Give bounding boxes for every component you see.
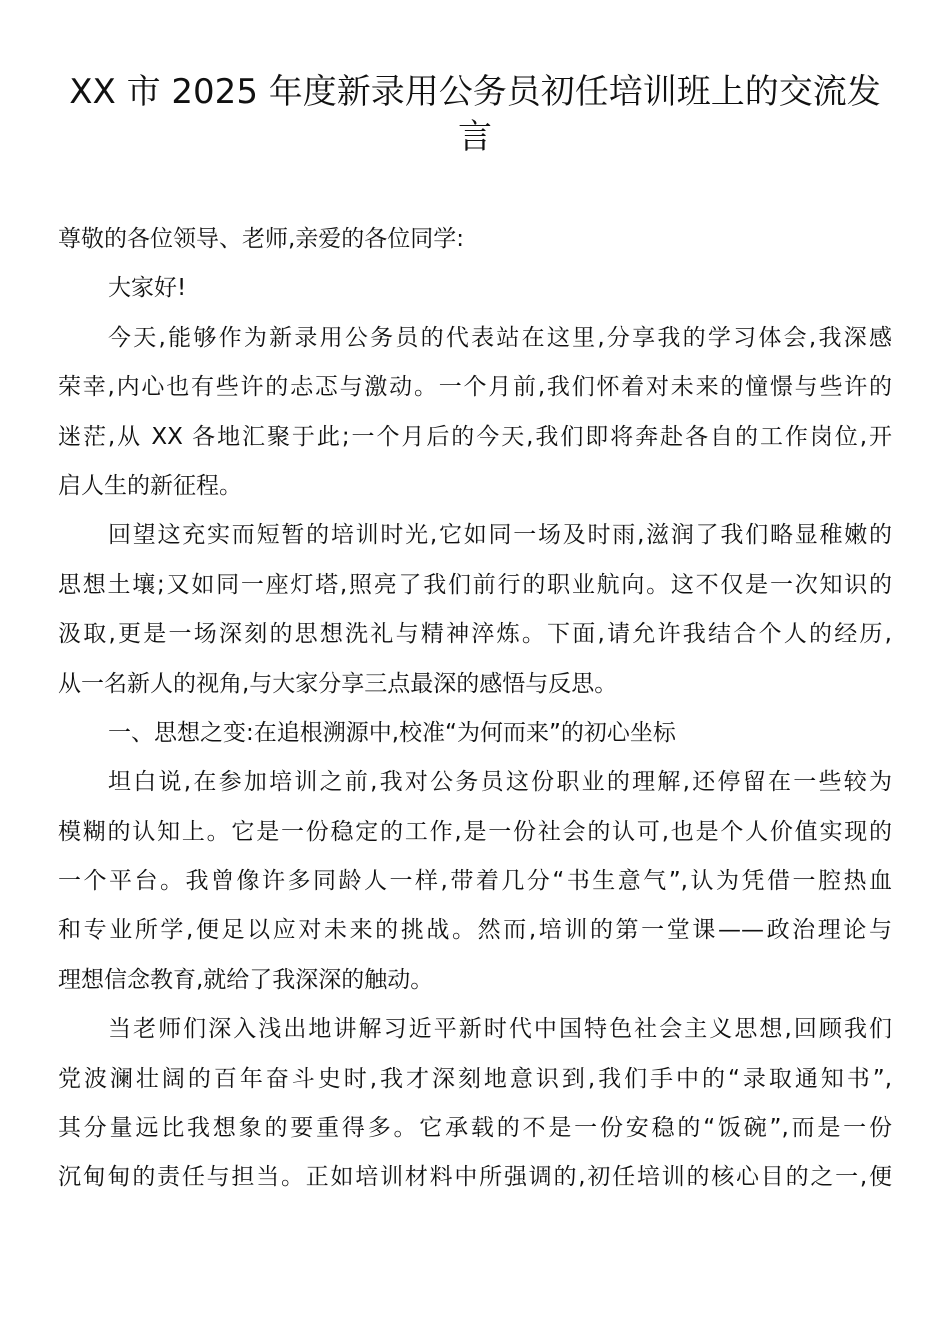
body-text-line: 和专业所学,便足以应对未来的挑战。然而,培训的第一堂课——政治理论与 — [58, 917, 892, 944]
body-text-line: 思想土壤;又如同一座灯塔,照亮了我们前行的职业航向。这不仅是一次知识的 — [58, 571, 892, 598]
body-text-line: 尊敬的各位领导、老师,亲爱的各位同学: — [58, 226, 465, 252]
body-text-line: 荣幸,内心也有些许的忐忑与激动。一个月前,我们怀着对未来的憧憬与些许的 — [58, 374, 892, 401]
body-text-line: 坦白说,在参加培训之前,我对公务员这份职业的理解,还停留在一些较为 — [108, 769, 892, 796]
body-text-line: 其分量远比我想象的要重得多。它承载的不是一份安稳的“饭碗”,而是一份 — [58, 1115, 892, 1142]
body-text-line: 当老师们深入浅出地讲解习近平新时代中国特色社会主义思想,回顾我们 — [108, 1016, 892, 1043]
body-text-line: 理想信念教育,就给了我深深的触动。 — [58, 966, 434, 993]
body-text-line: 模糊的认知上。它是一份稳定的工作,是一份社会的认可,也是个人价值实现的 — [58, 818, 892, 845]
body-text-line: 回望这充实而短暂的培训时光,它如同一场及时雨,滋润了我们略显稚嫩的 — [108, 522, 892, 549]
body-text-line: 一、思想之变:在追根溯源中,校准“为何而来”的初心坐标 — [108, 719, 676, 746]
title-line: 言 — [458, 117, 492, 157]
body-text-line: 沉甸甸的责任与担当。正如培训材料中所强调的,初任培训的核心目的之一,便 — [58, 1164, 892, 1191]
body-text-line: 一个平台。我曾像许多同龄人一样,带着几分“书生意气”,认为凭借一腔热血 — [58, 868, 892, 895]
body-text-line: 大家好! — [108, 275, 187, 302]
title-line: XX 市 2025 年度新录用公务员初任培训班上的交流发 — [69, 72, 881, 112]
body-text-line: 从一名新人的视角,与大家分享三点最深的感悟与反思。 — [58, 670, 618, 697]
body-text-line: 党波澜壮阔的百年奋斗史时,我才深刻地意识到,我们手中的“录取通知书”, — [58, 1065, 892, 1092]
body-text-line: 启人生的新征程。 — [58, 472, 242, 499]
body-text-line: 汲取,更是一场深刻的思想洗礼与精神淬炼。下面,请允许我结合个人的经历, — [58, 621, 892, 648]
body-text-line: 迷茫,从 XX 各地汇聚于此;一个月后的今天,我们即将奔赴各自的工作岗位,开 — [58, 423, 892, 450]
body-text-line: 今天,能够作为新录用公务员的代表站在这里,分享我的学习体会,我深感 — [108, 324, 892, 351]
document-body — [58, 215, 892, 1203]
document-title — [40, 70, 910, 160]
